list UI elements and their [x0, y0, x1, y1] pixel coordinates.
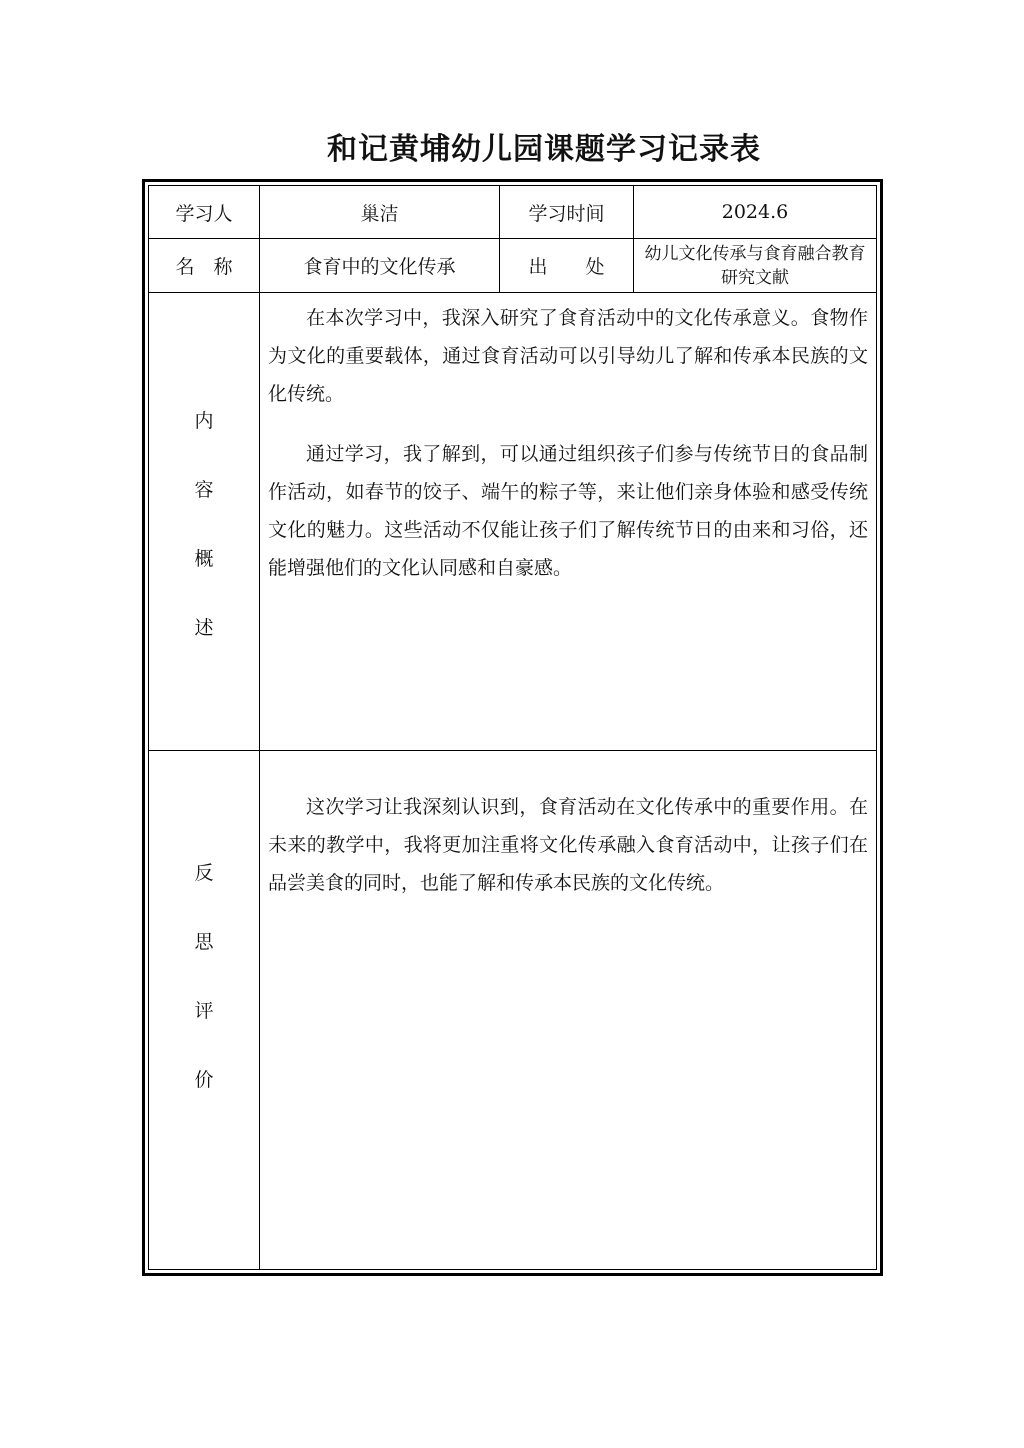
summary-label-char: 述 [194, 617, 214, 639]
summary-label-char: 容 [194, 479, 214, 501]
summary-label [149, 406, 259, 682]
time-value: 2024.6 [721, 201, 789, 223]
record-table [142, 179, 883, 1276]
name-label: 名 称 [175, 256, 233, 278]
reflection-paragraph: 这次学习让我深刻认识到，食育活动在文化传承中的重要作用。在未来的教学中，我将更加注重将文化传承融入食育活动中，让孩子们在品尝美食的同时，也能了解和传承本民族的文化传统。 [268, 796, 868, 894]
column-divider [259, 186, 260, 1269]
source-value: 幼儿文化传承与食育融合教育研究文献 [644, 243, 866, 288]
page-title: 和记黄埔幼儿园课题学习记录表 [327, 132, 761, 167]
reflection-label-char: 价 [194, 1069, 214, 1091]
name-value: 食育中的文化传承 [303, 256, 456, 278]
summary-label-char: 概 [194, 548, 214, 570]
summary-label-char: 内 [194, 410, 214, 432]
time-label: 学习时间 [528, 202, 605, 225]
learner-value: 巢洁 [360, 202, 399, 225]
learner-label: 学习人 [175, 202, 233, 225]
reflection-label-char: 思 [194, 931, 214, 953]
reflection-label-char: 反 [194, 862, 214, 884]
summary-paragraph: 在本次学习中，我深入研究了食育活动中的文化传承意义。食物作为文化的重要载体，通过食育活动可以引导幼儿了解和传承本民族的文化传统。 [268, 307, 868, 405]
source-label: 出 处 [528, 256, 605, 278]
reflection-label-char: 评 [194, 1000, 214, 1022]
table-grid [148, 185, 877, 1270]
summary-paragraph: 通过学习，我了解到，可以通过组织孩子们参与传统节日的食品制作活动，如春节的饺子、端午的粽子等，来让他们亲身体验和感受传统文化的魅力。这些活动不仅能让孩子们了解传统节日的由来和习俗，还能增强他们的文化认同感和自豪感。 [268, 443, 868, 579]
reflection-label [149, 858, 259, 1134]
